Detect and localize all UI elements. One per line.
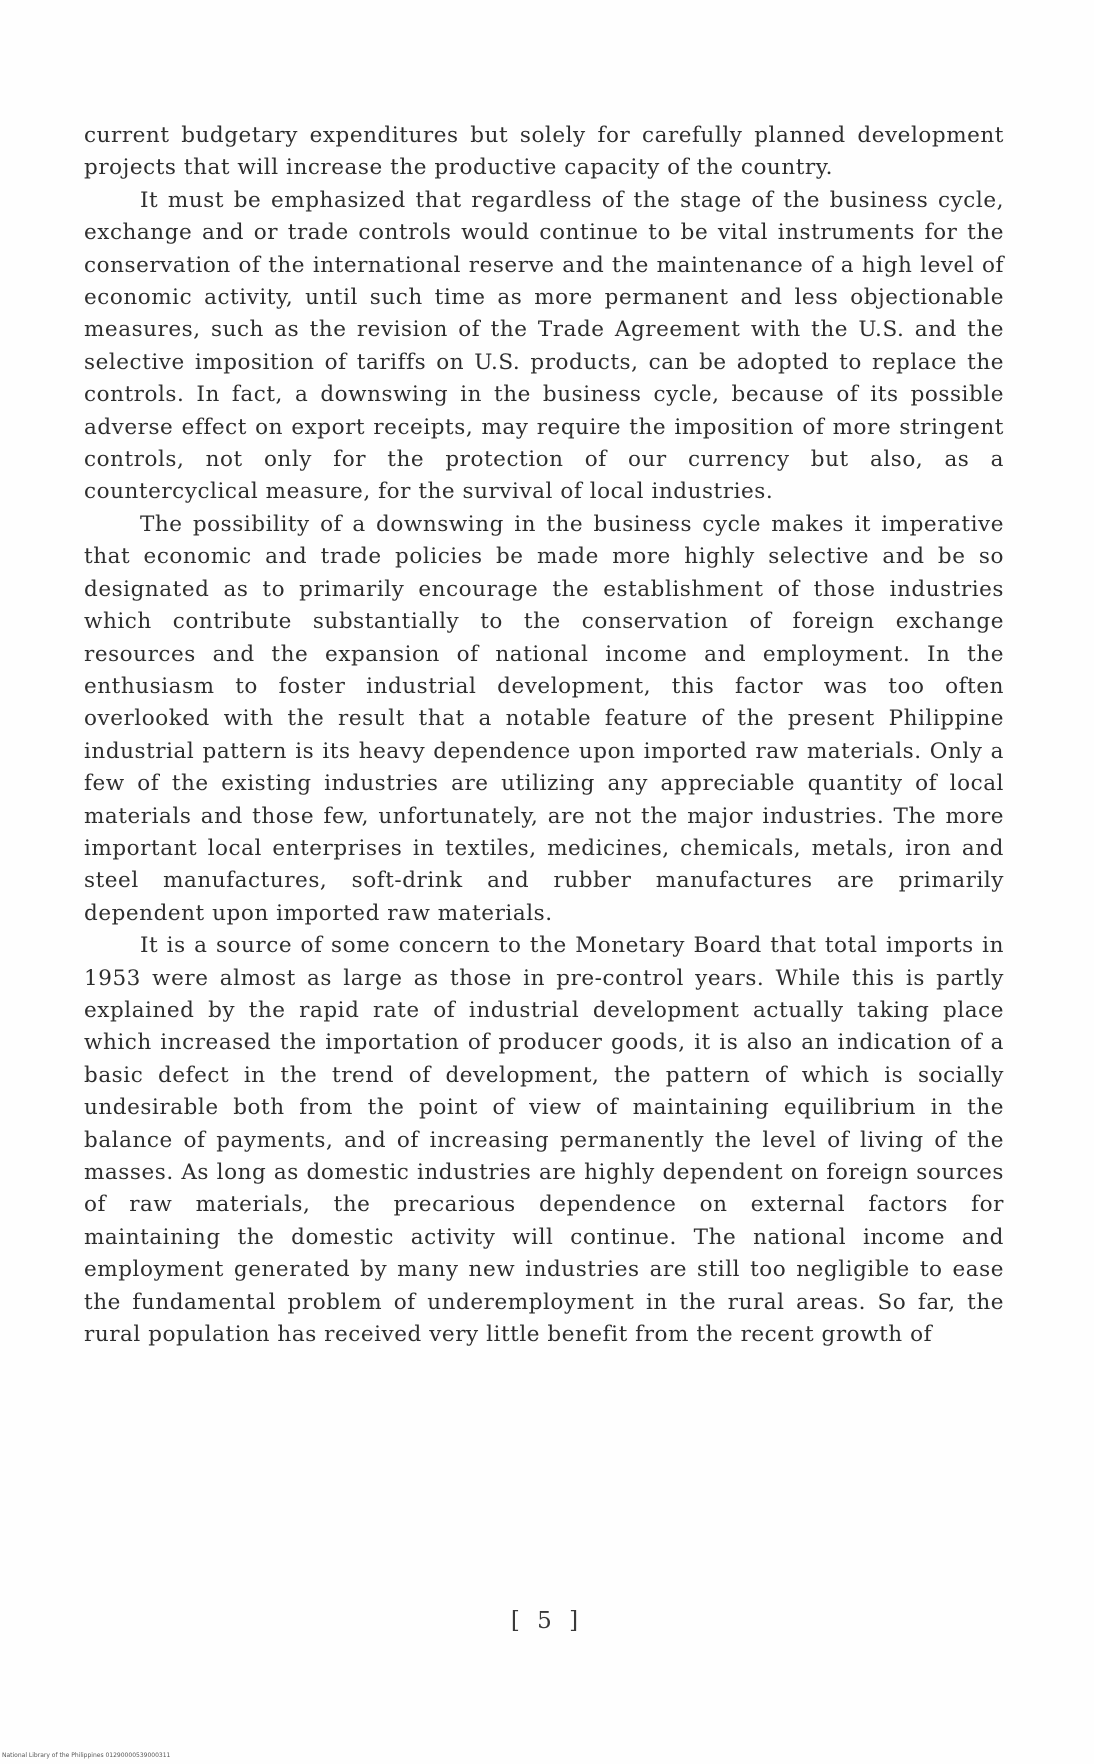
paragraph-downswing: The possibility of a downswing in the business cycle makes it imperative that economic and trade policies be made more highly selective and be so designated as to primarily encourage the establishment of those industries which contribute substantially to the conservation of foreign exchange resources and the expansion of national income and employment. In the enthusiasm to foster industrial development, this factor was too often overlooked with the result that a notable feature of the present Philippine industrial pattern is its heavy dependence upon imported raw materials. Only a few of the existing industries are utilizing any appreciable quantity of local materials and those few, unfortunately, are not the major industries. The more important local enterprises in textiles, medicines, chemicals, metals, iron and steel manufactures, soft-drink and rubber manufactures are primarily dependent upon imported raw materials.: [84, 511, 1004, 926]
paragraph-trade-controls: It must be emphasized that regardless of the stage of the business cycle, exchange and or trade controls would continue to be vital instruments for the conservation of the international reserve and the maintenance of a high level of economic activity, until such time as more permanent and less objectionable measures, such as the revision of the Trade Agreement with the U.S. and the selective imposition of tariffs on U.S. products, can be adopted to replace the controls. In fact, a downswing in the business cycle, because of its possible adverse effect on export receipts, may require the imposition of more stringent controls, not only for the protection of our currency but also, as a countercyclical measure, for the survival of local industries.: [84, 187, 1004, 505]
paragraph-continuation: current budgetary expenditures but solely for carefully planned development projects that will increase the productive capacity of the country.: [84, 123, 1004, 181]
scan-footer-note: National Library of the Philippines 01290000539000311: [2, 1752, 171, 1759]
body-text: [84, 120, 1004, 1351]
page-number: [ 5 ]: [510, 1608, 584, 1634]
paragraph-imports: It is a source of some concern to the Monetary Board that total imports in 1953 were almost as large as those in pre-control years. While this is partly explained by the rapid rate of industrial development actually taking place which increased the importation of producer goods, it is also an indication of a basic defect in the trend of development, the pattern of which is socially undesirable both from the point of view of maintaining equilibrium in the balance of payments, and of increasing permanently the level of living of the masses. As long as domestic industries are highly dependent on foreign sources of raw materials, the precarious dependence on external factors for maintaining the domestic activity will continue. The national income and employment generated by many new industries are still too negligible to ease the fundamental problem of underemployment in the rural areas. So far, the rural population has received very little benefit from the recent growth of: [84, 933, 1004, 1348]
